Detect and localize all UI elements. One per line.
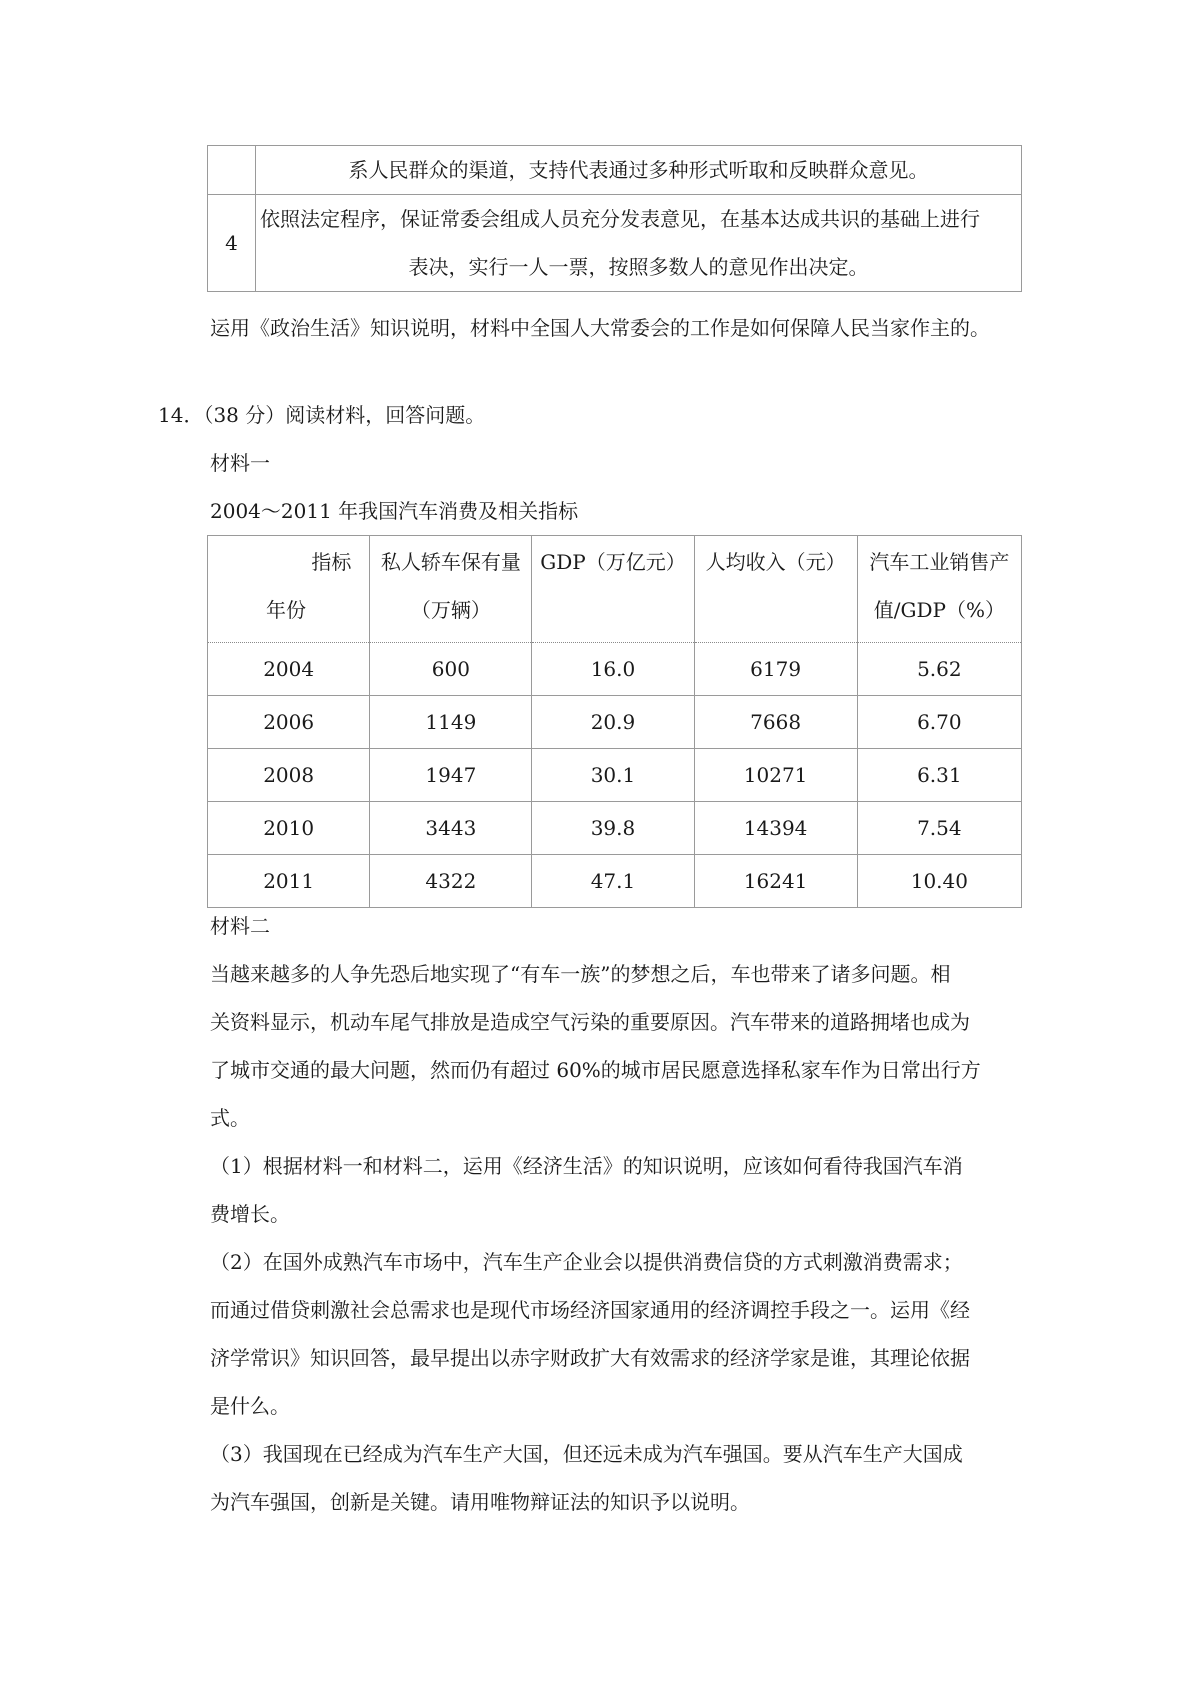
- subquestion-1-line: （1）根据材料一和材料二，运用《经济生活》的知识说明，应该如何看待我国汽车消: [210, 1154, 963, 1178]
- row-text-line: 依照法定程序，保证常委会组成人员充分发表意见，在基本达成共识的基础上进行: [260, 207, 980, 231]
- subquestion-2-line: 而通过借贷刺激社会总需求也是现代市场经济国家通用的经济调控手段之一。运用《经: [210, 1298, 970, 1322]
- table-title: 2004～2011 年我国汽车消费及相关指标: [210, 499, 579, 523]
- q13-prompt: 运用《政治生活》知识说明，材料中全国人大常委会的工作是如何保障人民当家作主的。: [210, 316, 990, 340]
- table-row: [208, 855, 1022, 908]
- subquestion-2-line: 是什么。: [210, 1394, 290, 1418]
- table-cell: 20.9: [532, 696, 694, 749]
- table-row: [208, 643, 1022, 696]
- table-cell: 3443: [370, 802, 532, 855]
- row-number: 4: [208, 195, 256, 292]
- table-cell: 2011: [208, 855, 370, 908]
- table-cell: 2008: [208, 749, 370, 802]
- material2-line: 当越来越多的人争先恐后地实现了“有车一族”的梦想之后，车也带来了诸多问题。相: [210, 962, 951, 986]
- column-header: 人均收入（元）: [694, 536, 857, 643]
- car-consumption-table: [207, 535, 1022, 908]
- table-row: [208, 749, 1022, 802]
- subquestion-1-line: 费增长。: [210, 1202, 290, 1226]
- table-row: [208, 195, 1022, 292]
- column-header: GDP（万亿元）: [532, 536, 694, 643]
- column-header: 汽车工业销售产 值/GDP（%）: [857, 536, 1021, 643]
- table-row: [208, 696, 1022, 749]
- table-cell: 4322: [370, 855, 532, 908]
- table-cell: 600: [370, 643, 532, 696]
- material2-line: 式。: [210, 1106, 250, 1130]
- table-row: [208, 802, 1022, 855]
- table-cell: 2006: [208, 696, 370, 749]
- table-cell: 14394: [694, 802, 857, 855]
- table-cell: 5.62: [857, 643, 1021, 696]
- material1-label: 材料一: [210, 451, 270, 475]
- table-cell: 6.70: [857, 696, 1021, 749]
- table-cell: 7668: [694, 696, 857, 749]
- table-cell: 7.54: [857, 802, 1021, 855]
- table-header-row: [208, 536, 1022, 643]
- material2-line: 关资料显示，机动车尾气排放是造成空气污染的重要原因。汽车带来的道路拥堵也成为: [210, 1010, 970, 1034]
- row-text-line: 系人民群众的渠道，支持代表通过多种形式听取和反映群众意见。: [348, 158, 929, 182]
- row-text-line: 表决，实行一人一票，按照多数人的意见作出决定。: [408, 255, 869, 279]
- table-cell: 2010: [208, 802, 370, 855]
- q14-heading: 14．（38 分）阅读材料，回答问题。: [158, 403, 486, 427]
- table-cell: 6.31: [857, 749, 1021, 802]
- table-cell: 1947: [370, 749, 532, 802]
- corner-indicator-label: 指标: [311, 550, 352, 574]
- table-cell: 10271: [694, 749, 857, 802]
- corner-year-label: 年份: [266, 598, 306, 622]
- table-cell: 39.8: [532, 802, 694, 855]
- table-cell: 10.40: [857, 855, 1021, 908]
- table-cell: 1149: [370, 696, 532, 749]
- material2-line: 了城市交通的最大问题，然而仍有超过 60%的城市居民愿意选择私家车作为日常出行方: [210, 1058, 981, 1082]
- corner-header: [208, 536, 370, 643]
- table-row: [208, 146, 1022, 195]
- table-cell: 2004: [208, 643, 370, 696]
- table-cell: 16.0: [532, 643, 694, 696]
- row-number: [208, 146, 256, 195]
- subquestion-3-line: （3）我国现在已经成为汽车生产大国，但还远未成为汽车强国。要从汽车生产大国成: [210, 1442, 963, 1466]
- row-text: [256, 195, 1022, 292]
- table-cell: 30.1: [532, 749, 694, 802]
- table-cell: 6179: [694, 643, 857, 696]
- measures-table: [207, 145, 1022, 292]
- column-header: 私人轿车保有量 （万辆）: [370, 536, 532, 643]
- subquestion-3-line: 为汽车强国，创新是关键。请用唯物辩证法的知识予以说明。: [210, 1490, 750, 1514]
- table-cell: 47.1: [532, 855, 694, 908]
- table-cell: 16241: [694, 855, 857, 908]
- row-text: [256, 146, 1022, 195]
- material2-label: 材料二: [210, 914, 270, 938]
- subquestion-2-line: （2）在国外成熟汽车市场中，汽车生产企业会以提供消费信贷的方式刺激消费需求；: [210, 1250, 963, 1274]
- subquestion-2-line: 济学常识》知识回答，最早提出以赤字财政扩大有效需求的经济学家是谁，其理论依据: [210, 1346, 970, 1370]
